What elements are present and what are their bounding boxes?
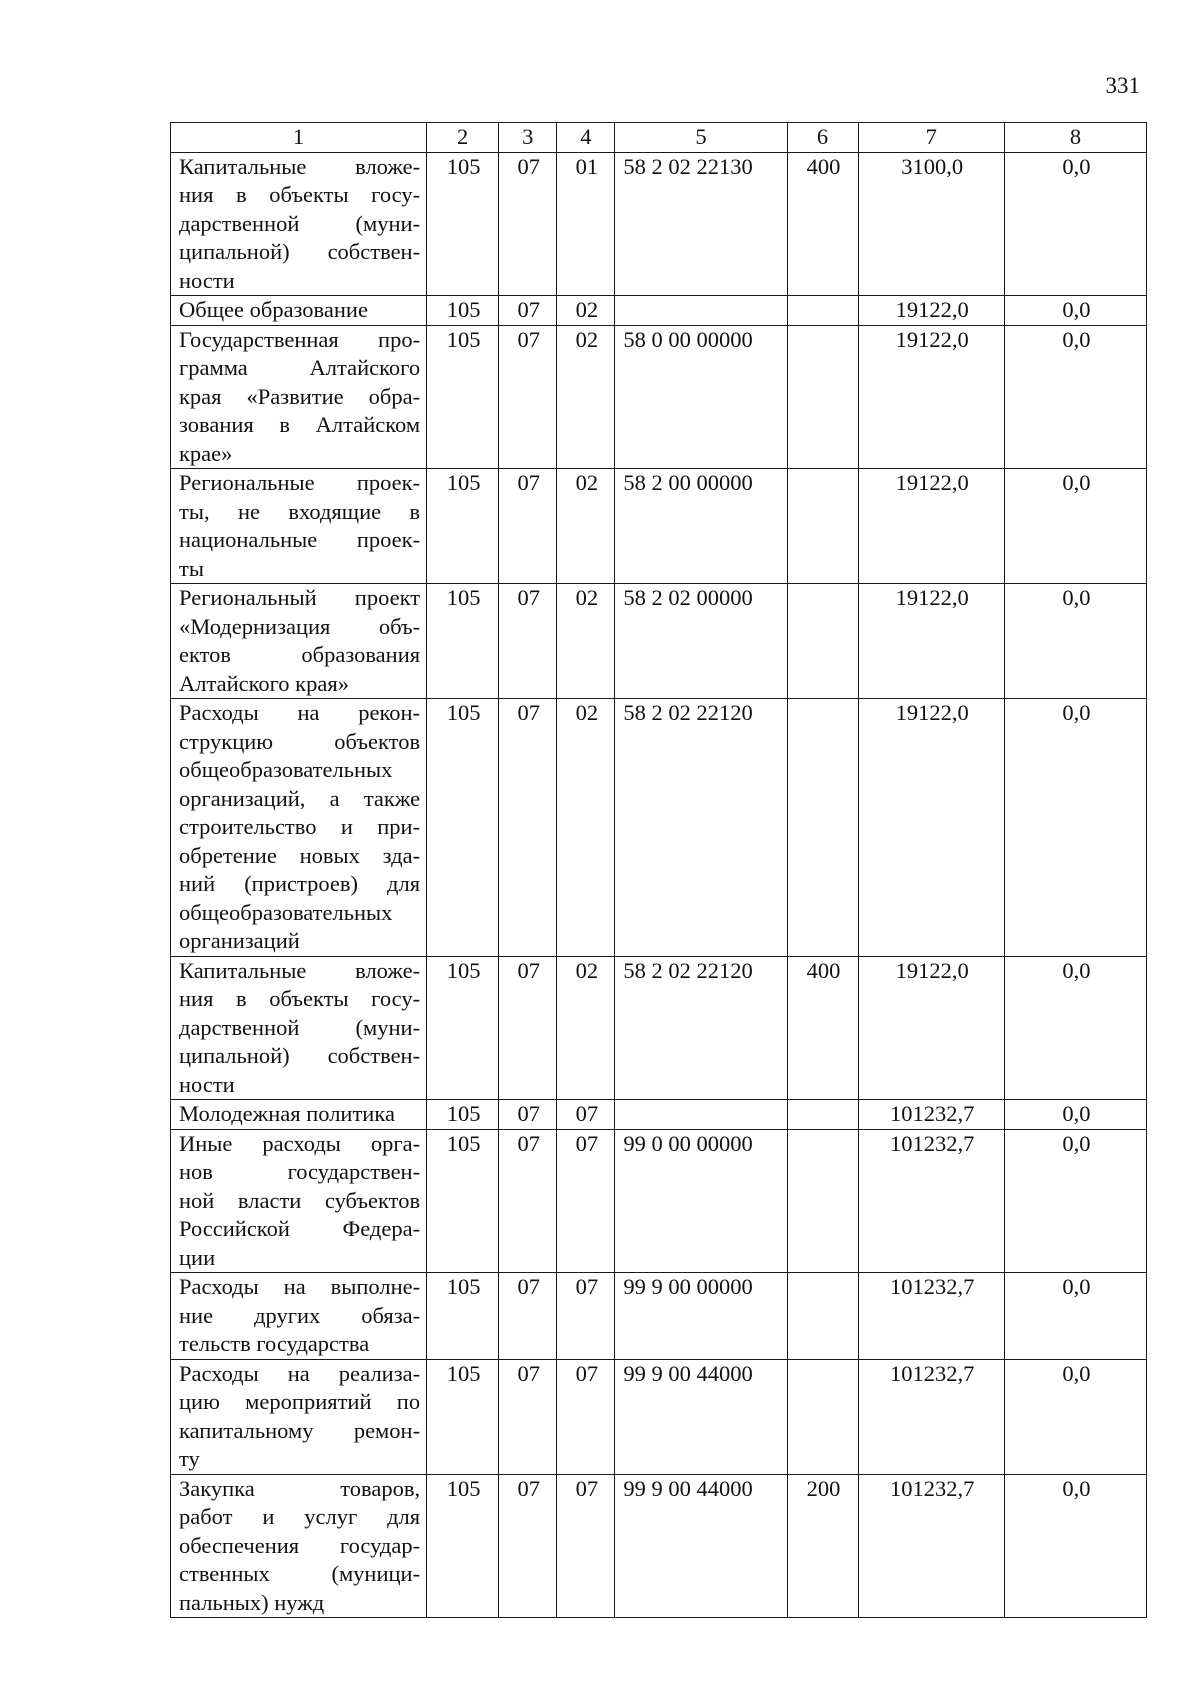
row-code-expense-type [787,296,858,326]
row-code-section: 07 [499,1359,557,1474]
row-amount-1: 101232,7 [858,1129,1004,1273]
row-code-expense-type [787,699,858,957]
row-code-subsection: 02 [557,296,615,326]
row-name-line: обретение новых зда- [179,842,421,868]
row-name-line: края «Развитие обра- [179,383,421,409]
column-header-5: 5 [615,123,787,153]
row-code-admin: 105 [427,469,499,584]
row-name [171,296,427,326]
row-name-line: пальных) нужд [179,1589,325,1615]
table-row [171,296,1147,326]
row-name-line: ты [179,555,204,581]
column-header-6: 6 [787,123,858,153]
row-name-line: Капитальные вложе- [179,957,421,983]
page-number: 331 [1105,73,1140,98]
column-header-8: 8 [1004,123,1146,153]
table-row [171,699,1147,957]
row-code-admin: 105 [427,1100,499,1130]
row-amount-2: 0,0 [1004,956,1146,1100]
row-name-line: «Модернизация объ- [179,613,421,639]
row-code-subsection: 07 [557,1100,615,1130]
row-code-section: 07 [499,1474,557,1618]
row-name-line: тельств государства [179,1331,370,1356]
row-code-target [615,1100,787,1130]
row-code-subsection: 02 [557,325,615,469]
row-name-line: организаций [179,928,300,953]
row-code-section: 07 [499,699,557,957]
row-name-line: Региональный проект [179,585,421,610]
column-header-2: 2 [427,123,499,153]
table-row [171,584,1147,699]
row-name-line: строительство и при- [179,814,421,839]
row-amount-2: 0,0 [1004,1100,1146,1130]
row-code-expense-type [787,1273,858,1360]
row-code-subsection: 07 [557,1273,615,1360]
row-name-line: зования в Алтайском [179,412,421,437]
row-name [171,325,427,469]
row-code-admin: 105 [427,1273,499,1360]
row-code-subsection: 02 [557,699,615,957]
row-code-section: 07 [499,1273,557,1360]
row-amount-2: 0,0 [1004,1273,1146,1360]
row-amount-1: 19122,0 [858,469,1004,584]
column-header-1: 1 [171,123,427,153]
row-name-line: ний (пристроев) для [179,871,421,896]
row-amount-2: 0,0 [1004,1129,1146,1273]
row-amount-2: 0,0 [1004,1474,1146,1618]
table-row [171,1474,1147,1618]
table-row [171,956,1147,1100]
column-header-4: 4 [557,123,615,153]
row-name [171,1359,427,1474]
row-amount-2: 0,0 [1004,584,1146,699]
header-row [171,123,1147,153]
row-name-line: Общее образование [179,297,368,322]
row-amount-2: 0,0 [1004,325,1146,469]
row-name-line: Молодежная политика [179,1101,395,1126]
row-amount-1: 19122,0 [858,699,1004,957]
row-name-line: ние других обяза- [179,1302,421,1328]
row-name-line: ности [179,267,235,293]
row-code-expense-type: 400 [787,956,858,1100]
row-code-expense-type [787,1359,858,1474]
row-code-target: 58 2 02 00000 [615,584,787,699]
row-amount-2: 0,0 [1004,469,1146,584]
row-code-subsection: 07 [557,1129,615,1273]
row-code-admin: 105 [427,1474,499,1618]
row-name-line: Российской Федера- [179,1216,421,1241]
row-code-section: 07 [499,1100,557,1130]
row-code-section: 07 [499,584,557,699]
row-name-line: дарственной (муни- [179,1014,421,1040]
row-name-line: ния в объекты госу- [179,182,421,207]
row-name-line: ной власти субъектов [179,1187,421,1213]
row-code-subsection: 02 [557,956,615,1100]
row-name [171,1100,427,1130]
table-row [171,325,1147,469]
row-name-line: ектов образования [179,642,421,667]
row-amount-1: 19122,0 [858,296,1004,326]
column-header-3: 3 [499,123,557,153]
row-amount-2: 0,0 [1004,152,1146,296]
row-name-line: Государственная про- [179,326,421,352]
table-row [171,1359,1147,1474]
row-code-expense-type: 200 [787,1474,858,1618]
row-name-line: нов государствен- [179,1159,421,1184]
row-name-line: общеобразовательных [179,899,393,925]
row-code-admin: 105 [427,296,499,326]
row-code-expense-type [787,1129,858,1273]
row-amount-1: 19122,0 [858,584,1004,699]
row-code-admin: 105 [427,956,499,1100]
row-amount-1: 19122,0 [858,325,1004,469]
row-amount-1: 101232,7 [858,1474,1004,1618]
row-name-line: общеобразовательных [179,757,393,782]
row-code-admin: 105 [427,584,499,699]
table-row [171,1100,1147,1130]
row-amount-1: 101232,7 [858,1100,1004,1130]
row-name-line: грамма Алтайского [179,355,421,380]
row-name [171,956,427,1100]
row-code-section: 07 [499,325,557,469]
row-name-line: ты, не входящие в [179,498,421,524]
row-amount-2: 0,0 [1004,296,1146,326]
row-name-line: крае» [179,440,233,466]
row-name-line: струкцию объектов [179,728,421,754]
table-row [171,469,1147,584]
table-row [171,152,1147,296]
row-code-target [615,296,787,326]
row-name-line: ципальной) собствен- [179,1043,421,1068]
row-amount-1: 101232,7 [858,1273,1004,1360]
row-code-subsection: 02 [557,469,615,584]
row-code-target: 99 9 00 00000 [615,1273,787,1360]
row-name [171,1129,427,1273]
row-amount-2: 0,0 [1004,1359,1146,1474]
row-code-target: 58 2 02 22130 [615,152,787,296]
table-row [171,1273,1147,1360]
row-name-line: капитальному ремон- [179,1417,421,1443]
row-name-line: Расходы на выполне- [179,1274,421,1299]
row-code-expense-type: 400 [787,152,858,296]
row-name-line: национальные проек- [179,527,421,552]
row-name [171,1474,427,1618]
row-name [171,469,427,584]
row-name-line: обеспечения государ- [179,1532,421,1558]
row-name-line: цию мероприятий по [179,1389,421,1414]
row-code-section: 07 [499,1129,557,1273]
row-name-line: дарственной (муни- [179,210,421,236]
row-code-target: 99 9 00 44000 [615,1359,787,1474]
row-name-line: Капитальные вложе- [179,153,421,179]
row-code-admin: 105 [427,152,499,296]
row-name-line: Иные расходы орга- [179,1130,421,1156]
row-name-line: работ и услуг для [179,1504,421,1529]
row-name-line: ции [179,1244,216,1270]
row-code-subsection: 01 [557,152,615,296]
row-code-section: 07 [499,956,557,1100]
row-name-line: Закупка товаров, [179,1475,421,1501]
row-name-line: Региональные проек- [179,470,421,495]
row-code-target: 58 0 00 00000 [615,325,787,469]
row-name [171,699,427,957]
row-name-line: ственных (муници- [179,1561,421,1586]
row-name [171,584,427,699]
row-amount-1: 19122,0 [858,956,1004,1100]
row-name-line: ности [179,1071,235,1097]
row-code-admin: 105 [427,325,499,469]
budget-table [170,122,1147,1618]
row-code-subsection: 02 [557,584,615,699]
row-code-admin: 105 [427,699,499,957]
row-amount-2: 0,0 [1004,699,1146,957]
row-name [171,1273,427,1360]
row-name-line: Расходы на рекон- [179,700,421,725]
row-code-expense-type [787,325,858,469]
row-name-line: организаций, а также [179,785,421,811]
row-name-line: Расходы на реализа- [179,1360,421,1386]
row-code-expense-type [787,1100,858,1130]
row-code-target: 99 9 00 44000 [615,1474,787,1618]
row-code-admin: 105 [427,1129,499,1273]
table-row [171,1129,1147,1273]
row-code-target: 58 2 02 22120 [615,956,787,1100]
row-code-expense-type [787,584,858,699]
row-amount-1: 3100,0 [858,152,1004,296]
row-name-line: ту [179,1446,200,1471]
row-name-line: ния в объекты госу- [179,986,421,1011]
row-code-expense-type [787,469,858,584]
row-code-section: 07 [499,152,557,296]
row-name-line: ципальной) собствен- [179,239,421,264]
row-code-target: 58 2 00 00000 [615,469,787,584]
row-name [171,152,427,296]
row-code-target: 99 0 00 00000 [615,1129,787,1273]
row-code-admin: 105 [427,1359,499,1474]
row-name-line: Алтайского края» [179,670,349,696]
row-code-subsection: 07 [557,1474,615,1618]
row-code-section: 07 [499,296,557,326]
row-code-target: 58 2 02 22120 [615,699,787,957]
row-code-subsection: 07 [557,1359,615,1474]
column-header-7: 7 [858,123,1004,153]
table-body [171,152,1147,1618]
row-code-section: 07 [499,469,557,584]
row-amount-1: 101232,7 [858,1359,1004,1474]
